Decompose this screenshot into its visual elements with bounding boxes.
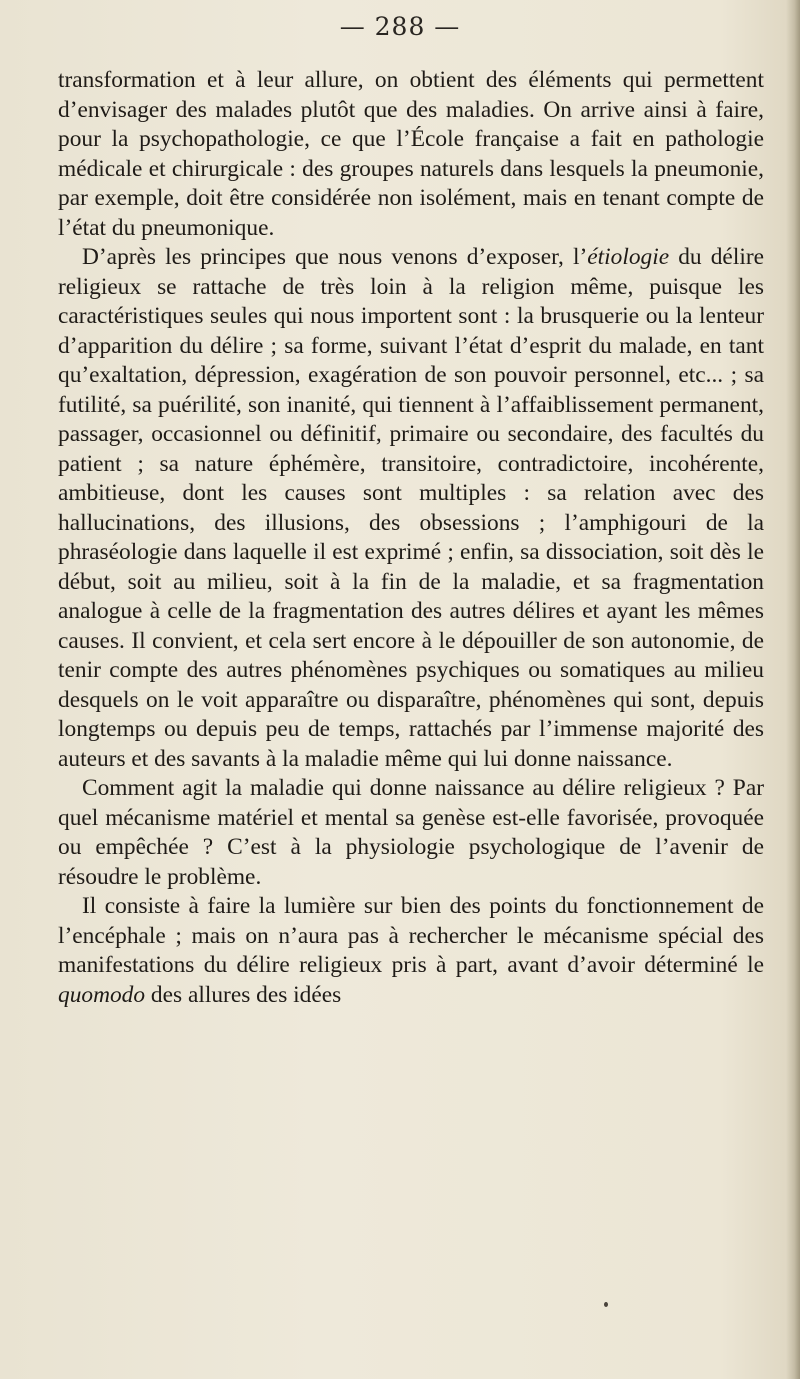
paragraph [58,892,764,1010]
text-segment: des allures des idées [145,981,342,1008]
text-segment: Comment agit la maladie qui donne naissance au délire religieux ? Par quel mécanisme matériel et mental sa genèse est-elle favorisée, provoquée ou empêchée ? C’est à la physiologie psychologique de l’avenir de résoudre le problème. [58,775,764,890]
paragraph [58,774,764,892]
text-segment: Il consiste à faire la lumière sur bien des points du fonctionnement de l’encéphale ; mais on n’aura pas à rechercher le mécanisme spécial des manifestations du délire religieux pris à part, avant d’avoir déterminé le [58,893,764,978]
text-segment: du délire religieux se rattache de très loin à la religion même, puisque les caractéristiques seules qui nous importent sont : la brusquerie ou la lenteur d’apparition du délire ; sa forme, suivant l’état d’esprit du malade, en tant qu’exaltation, dépression, exagération de son pouvoir personnel, etc... ; sa futilité, sa puérilité, son inanité, qui tiennent à l’affaiblissement permanent, passager, occasionnel ou définitif, primaire ou secondaire, des facultés du patient ; sa nature éphémère, transitoire, contradictoire, incohérente, ambitieuse, dont les causes sont multiples : sa relation avec des hallucinations, des illusions, des obsessions ; l’amphigouri de la phraséologie dans laquelle il est exprimé ; enfin, sa dissociation, soit dès le début, soit au milieu, soit à la fin de la maladie, et sa fragmentation analogue à celle de la fragmentation des autres délires et ayant les mêmes causes. Il convient, et cela sert encore à le dépouiller de son autonomie, de tenir compte des autres phénomènes psychiques ou somatiques au milieu desquels on le voit apparaître ou disparaître, phénomènes qui sont, depuis longtemps ou depuis peu de temps, rattachés par l’immense majorité des auteurs et des savants à la maladie même qui lui donne naissance. [58,244,764,772]
body-text [58,66,764,1010]
page-edge-shadow [786,0,800,1379]
italic-term: quomodo [58,981,146,1008]
text-segment: transformation et à leur allure, on obtient des éléments qui permettent d’envisager des malades plutôt que des maladies. On arrive ainsi à faire, pour la psychopathologie, ce que l’École française a fait en pathologie médicale et chirurgicale : des groupes naturels dans lesquels la pneumonie, par exemple, doit être considérée non isolément, mais en tenant compte de l’état du pneumonique. [58,67,764,241]
paragraph [58,66,764,243]
ink-speck [604,1302,608,1307]
italic-term: étiologie [587,244,670,270]
paragraph [58,243,764,774]
text-segment: D’après les principes que nous venons d’exposer, l’ [82,244,588,270]
page-number: — 288 — [339,12,461,41]
